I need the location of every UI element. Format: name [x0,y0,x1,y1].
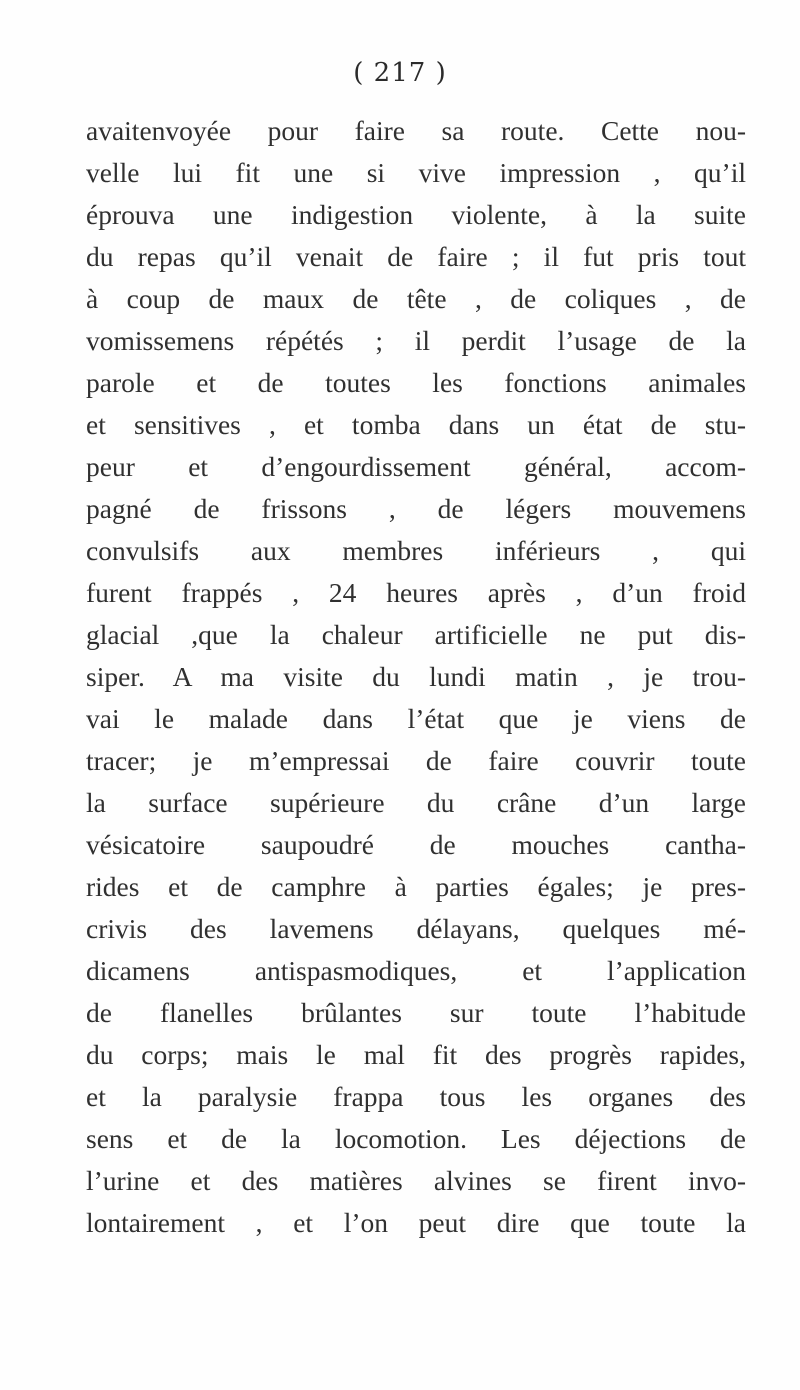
text-line: du corps; mais le mal fit des progrès rapides, [86,1039,746,1070]
text-line: la surface supérieure du crâne d’un large [86,787,746,818]
text-line: furent frappés , 24 heures après , d’un froid [86,577,746,608]
text-line: crivis des lavemens délayans, quelques mé- [86,913,746,944]
text-line: parole et de toutes les fonctions animales [86,367,746,398]
text-line: rides et de camphre à parties égales; je pres- [86,871,746,902]
body-text [86,110,746,1244]
text-line: éprouva une indigestion violente, à la suite [86,199,746,230]
text-line: lontairement , et l’on peut dire que toute la [86,1207,746,1238]
text-line: convulsifs aux membres inférieurs , qui [86,535,746,566]
text-line: de flanelles brûlantes sur toute l’habitude [86,997,746,1028]
text-line: du repas qu’il venait de faire ; il fut pris tout [86,241,746,272]
text-line: l’urine et des matières alvines se firent invo- [86,1165,746,1196]
text-line: peur et d’engourdissement général, accom- [86,451,746,482]
text-line: à coup de maux de tête , de coliques , de [86,283,746,314]
text-line: vai le malade dans l’état que je viens de [86,703,746,734]
text-line: tracer; je m’empressai de faire couvrir toute [86,745,746,776]
text-line: dicamens antispasmodiques, et l’application [86,955,746,986]
text-line: siper. A ma visite du lundi matin , je trou- [86,661,746,692]
text-line: glacial ,que la chaleur artificielle ne put dis- [86,619,746,650]
text-line: vomissemens répétés ; il perdit l’usage de la [86,325,746,356]
text-line: pagné de frissons , de légers mouvemens [86,493,746,524]
text-line: et sensitives , et tomba dans un état de stu- [86,409,746,440]
page-number: ( 217 ) [353,58,447,88]
text-line: velle lui fit une si vive impression , qu’il [86,157,746,188]
text-line: vésicatoire saupoudré de mouches cantha- [86,829,746,860]
text-line: sens et de la locomotion. Les déjections de [86,1123,746,1154]
text-line: avaitenvoyée pour faire sa route. Cette nou- [86,115,746,146]
text-line: et la paralysie frappa tous les organes des [86,1081,746,1112]
